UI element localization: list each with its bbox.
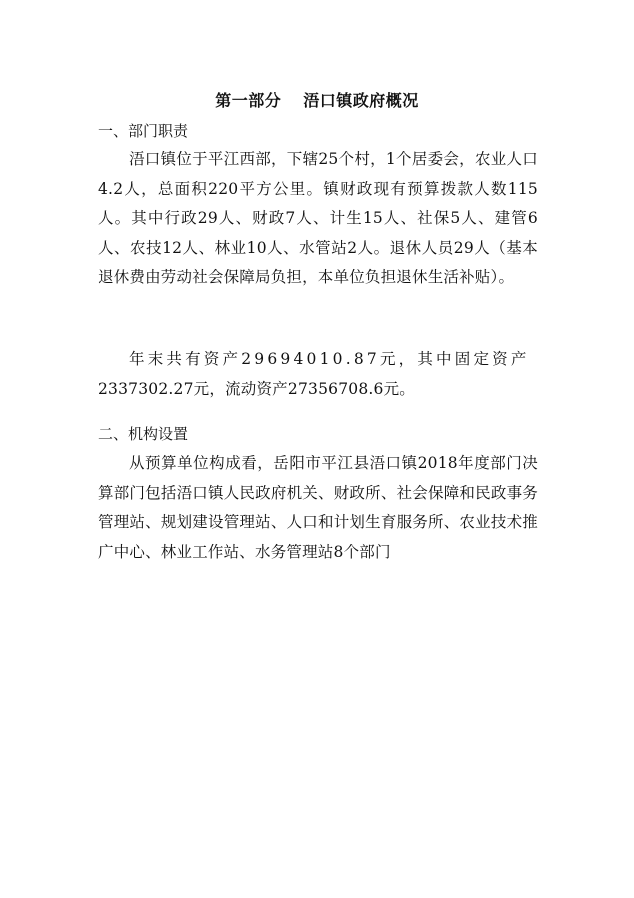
assets-paragraph-line1: 年末共有资产29694010.87元，其中固定资产 [129, 350, 530, 368]
section-heading-structure: 二、机构设置 [98, 425, 189, 443]
section-heading-duties: 一、部门职责 [98, 122, 189, 140]
title-name: 浯口镇政府概况 [303, 91, 419, 110]
assets-paragraph-line2: 2337302.27元，流动资产27356708.6元。 [98, 380, 415, 398]
page-title [0, 88, 634, 111]
title-part: 第一部分 [215, 91, 282, 110]
structure-paragraph: 从预算单位构成看，岳阳市平江县浯口镇2018年度部门决算部门包括浯口镇人民政府机关、财政所、社会保障和民政事务管理站、规划建设管理站、人口和计划生育服务所、农业技术推广中心、林业工作站、水务管理站8个部门 [98, 454, 538, 561]
duties-paragraph: 浯口镇位于平江西部，下辖25个村，1个居委会，农业人口4.2人，总面积220平方公里。镇财政现有预算拨款人数115人。其中行政29人、财政7人、计生15人、社保5人、建管6人、农技12人、林业10人、水管站2人。退休人员29人（基本退休费由劳动社会保障局负担，本单位负担退休生活补贴）。 [98, 150, 538, 286]
